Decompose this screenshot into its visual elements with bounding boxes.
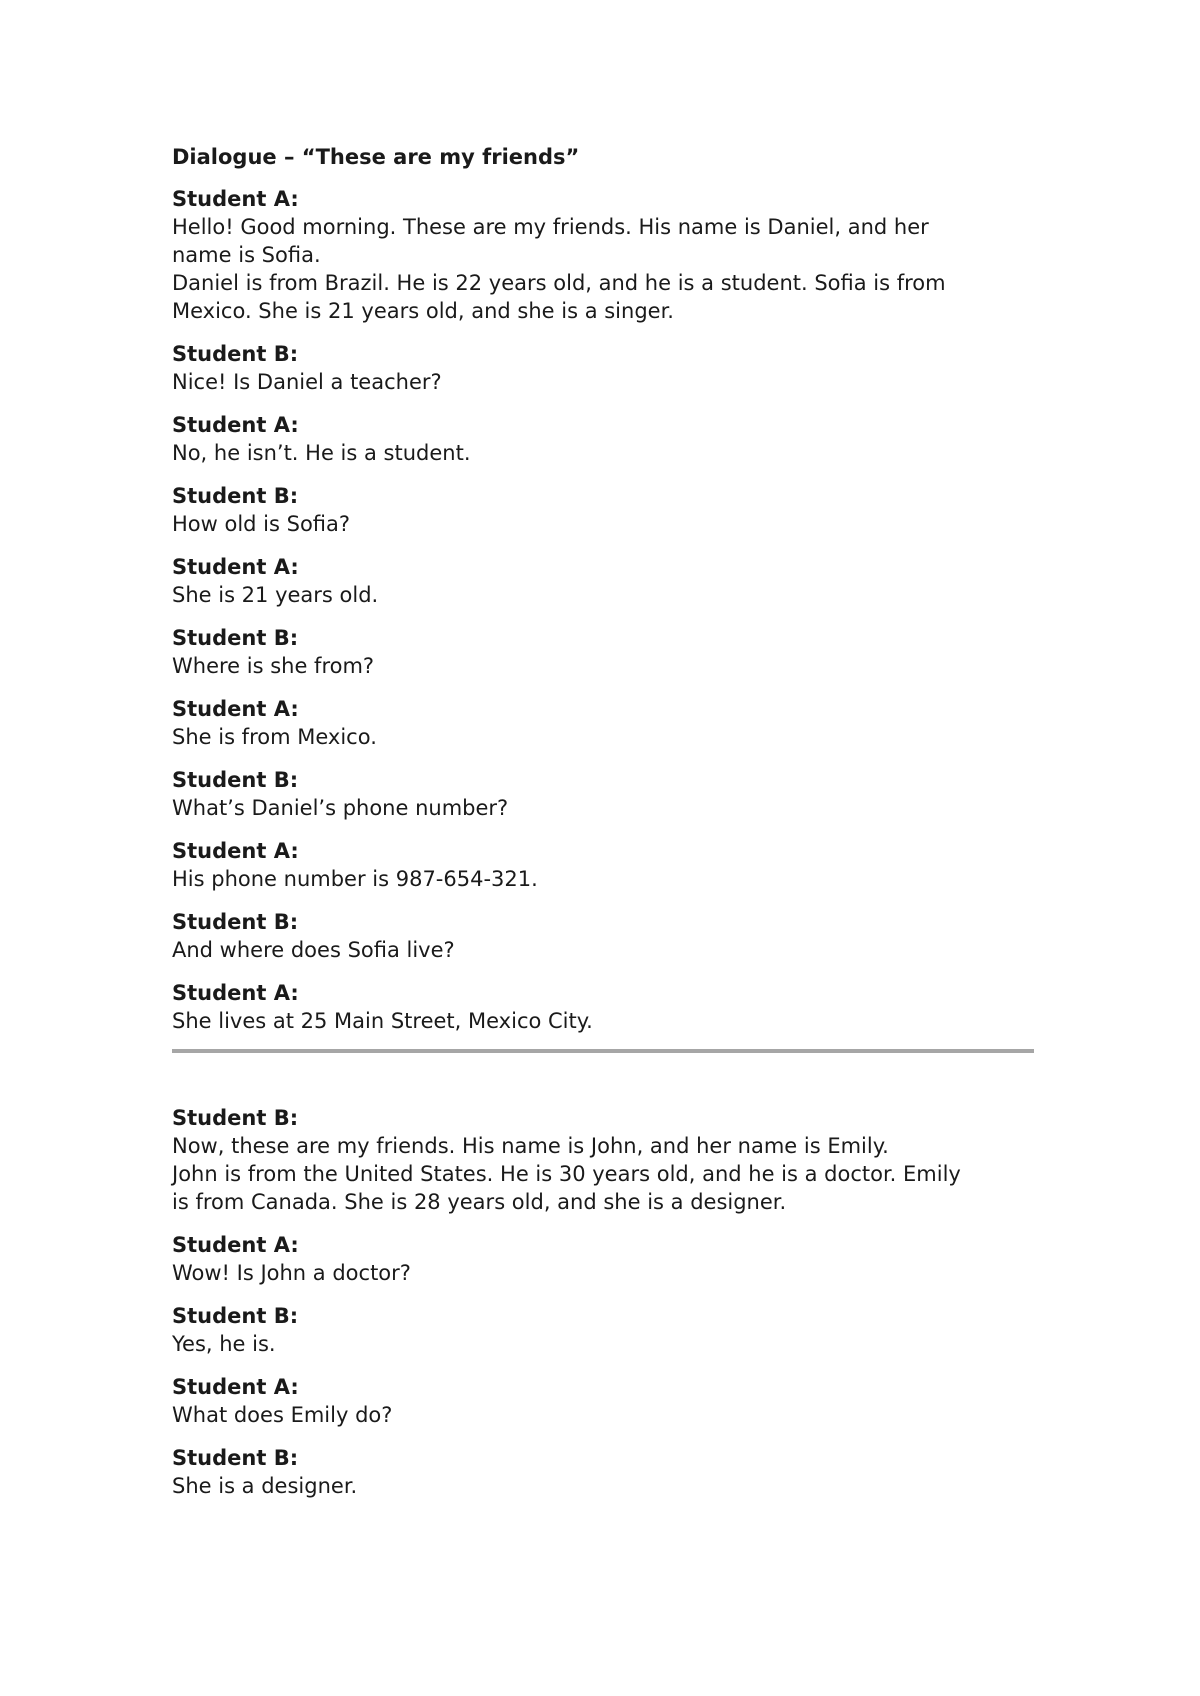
speaker-label: Student A: [172,555,299,579]
dialogue-turn [172,696,1036,751]
dialogue-line: She is from Mexico. [172,725,377,749]
speaker-label: Student A: [172,1233,299,1257]
dialogue-turn [172,1303,1036,1358]
speaker-label: Student A: [172,981,299,1005]
speaker-label: Student A: [172,413,299,437]
dialogue-line: Hello! Good morning. These are my friends. His name is Daniel, and her [172,215,929,239]
dialogue-line: Mexico. She is 21 years old, and she is a singer. [172,299,674,323]
speaker-label: Student A: [172,187,299,211]
speaker-label: Student A: [172,697,299,721]
dialogue-line: What’s Daniel’s phone number? [172,796,509,820]
dialogue-line: And where does Sofia live? [172,938,455,962]
dialogue-part-2 [172,1105,1036,1500]
dialogue-turn [172,554,1036,609]
dialogue-turn [172,483,1036,538]
section-divider [172,1049,1034,1053]
dialogue-line: Now, these are my friends. His name is John, and her name is Emily. [172,1134,889,1158]
dialogue-line: Wow! Is John a doctor? [172,1261,411,1285]
dialogue-turn [172,980,1036,1035]
dialogue-turn [172,625,1036,680]
speaker-label: Student B: [172,1106,299,1130]
dialogue-line: What does Emily do? [172,1403,393,1427]
dialogue-turn [172,1105,1036,1216]
dialogue-line: How old is Sofia? [172,512,351,536]
dialogue-line: She is a designer. [172,1474,358,1498]
dialogue-turn [172,767,1036,822]
dialogue-line: name is Sofia. [172,243,321,267]
dialogue-turn [172,838,1036,893]
speaker-label: Student B: [172,626,299,650]
speaker-label: Student A: [172,1375,299,1399]
dialogue-turn [172,909,1036,964]
dialogue-turn [172,1374,1036,1429]
dialogue-turn [172,186,1036,325]
speaker-label: Student B: [172,484,299,508]
speaker-label: Student B: [172,1304,299,1328]
dialogue-turn [172,412,1036,467]
speaker-label: Student B: [172,1446,299,1470]
dialogue-turn [172,1445,1036,1500]
dialogue-line: His phone number is 987-654-321. [172,867,538,891]
dialogue-turn [172,1232,1036,1287]
dialogue-line: No, he isn’t. He is a student. [172,441,471,465]
dialogue-line: John is from the United States. He is 30 years old, and he is a doctor. Emily [172,1162,961,1186]
dialogue-line: is from Canada. She is 28 years old, and she is a designer. [172,1190,787,1214]
speaker-label: Student A: [172,839,299,863]
dialogue-turn [172,341,1036,396]
dialogue-line: Where is she from? [172,654,375,678]
dialogue-line: She is 21 years old. [172,583,379,607]
dialogue-part-1 [172,186,1036,1035]
speaker-label: Student B: [172,910,299,934]
document-title: Dialogue – “These are my friends” [172,145,580,169]
dialogue-line: Daniel is from Brazil. He is 22 years old, and he is a student. Sofia is from [172,271,946,295]
dialogue-line: She lives at 25 Main Street, Mexico City. [172,1009,593,1033]
speaker-label: Student B: [172,342,299,366]
dialogue-line: Nice! Is Daniel a teacher? [172,370,442,394]
speaker-label: Student B: [172,768,299,792]
dialogue-line: Yes, he is. [172,1332,276,1356]
